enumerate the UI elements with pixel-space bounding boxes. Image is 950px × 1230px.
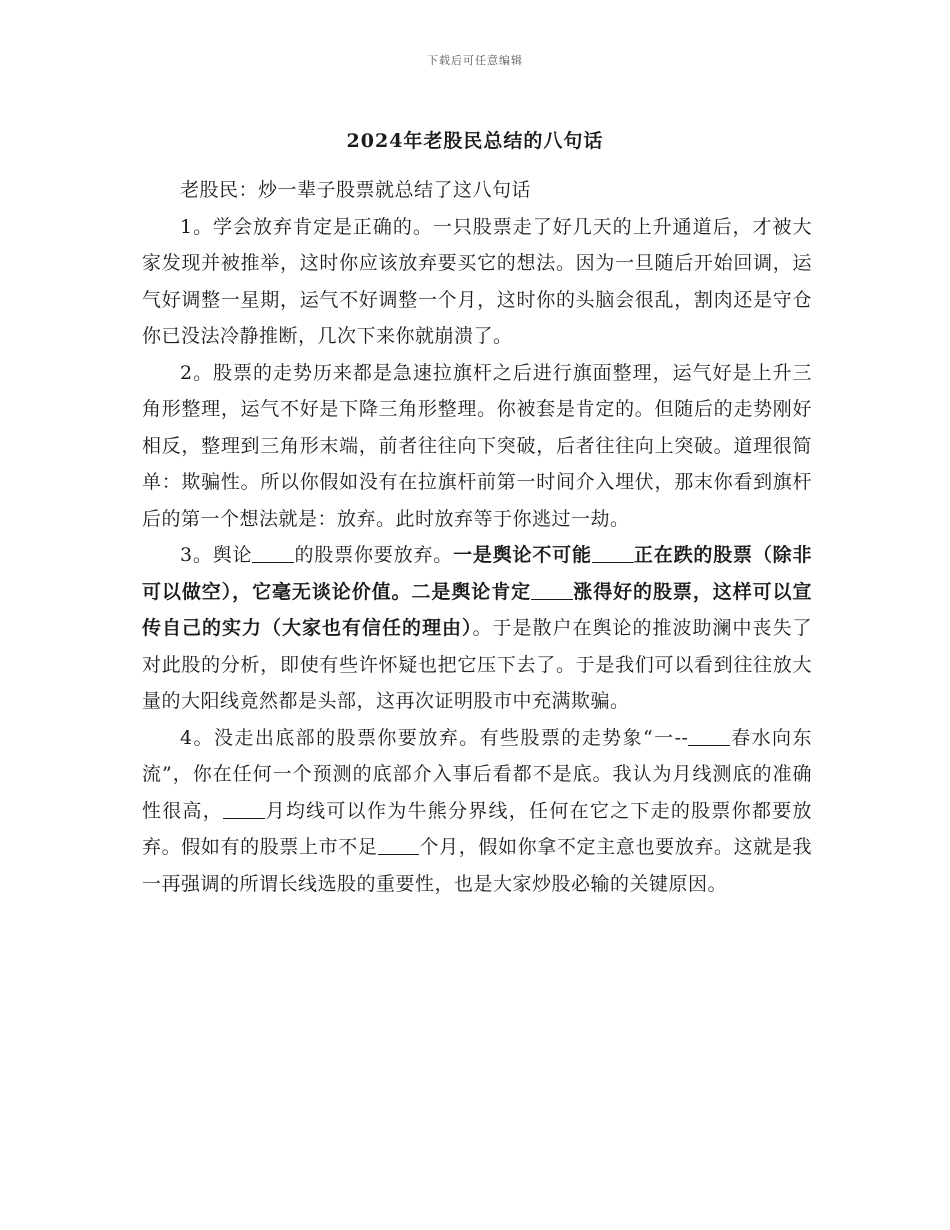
document-title: 2024年老股民总结的八句话: [346, 130, 604, 152]
paragraph-3-text-a: 3。舆论: [180, 544, 253, 566]
document-body: [142, 172, 812, 902]
fill-blank: [592, 543, 634, 563]
paragraph-3-bold-e: 涨得好的股票，这样可以宣传自己的实力（大家也有信任的理由）: [142, 580, 812, 639]
paragraph-3-bold-c: 一是舆论不可能: [453, 544, 592, 566]
page-header: 下载后可任意编辑: [427, 54, 523, 67]
paragraph-4-text-d: 个月，假如你拿不定主意也要放弃。这就是我一再强调的所谓长线选股的重要性，也是大家炒股必输的关键原因。: [142, 836, 812, 895]
paragraph-1: 1。学会放弃肯定是正确的。一只股票走了好几天的上升通道后，才被大家发现并被推举，这时你应该放弃要买它的想法。因为一旦随后开始回调，运气好调整一星期，运气不好调整一个月，这时你的头脑会很乱，割肉还是守仓你已没法冷静推断，几次下来你就崩溃了。: [142, 215, 812, 347]
fill-blank: [252, 543, 294, 563]
paragraph-2: 2。股票的走势历来都是急速拉旗杆之后进行旗面整理，运气好是上升三角形整理，运气不好是下降三角形整理。你被套是肯定的。但随后的走势刚好相反，整理到三角形末端，前者往往向下突破，后者往往向上突破。道理很简单：欺骗性。所以你假如没有在拉旗杆前第一时间介入埋伏，那末你看到旗杆后的第一个想法就是：放弃。此时放弃等于你逃过一劫。: [142, 361, 812, 530]
paragraph-3-text-f: 。于是散户在舆论的推波助澜中丧失了对此股的分析，即使有些许怀疑也把它压下去了。于是我们可以看到往往放大量的大阳线竟然都是头部，这再次证明股市中充满欺骗。: [142, 617, 812, 712]
paragraph-4: [142, 720, 812, 903]
fill-blank: [531, 580, 573, 600]
intro-paragraph: 老股民：炒一辈子股票就总结了这八句话: [180, 179, 532, 201]
paragraph-3-text-b: 的股票你要放弃。: [294, 544, 454, 566]
paragraph-4-text-b: 春水向东流”，你在任何一个预测的底部介入事后看都不是底。我认为月线测底的准确性很高，: [142, 726, 812, 822]
paragraph-3-bold-d: 正在跌的股票（除非可以做空），它毫无谈论价值。二是舆论肯定: [142, 544, 812, 603]
paragraph-3: [142, 537, 812, 720]
fill-blank: [688, 726, 730, 746]
paragraph-4-text-c: 月均线可以作为牛熊分界线，任何在它之下走的股票你都要放弃。假如有的股票上市不足: [142, 799, 812, 858]
paragraph-4-text-a: 4。没走出底部的股票你要放弃。有些股票的走势象“一--: [180, 726, 689, 749]
fill-blank: [378, 835, 420, 855]
fill-blank: [223, 799, 265, 819]
